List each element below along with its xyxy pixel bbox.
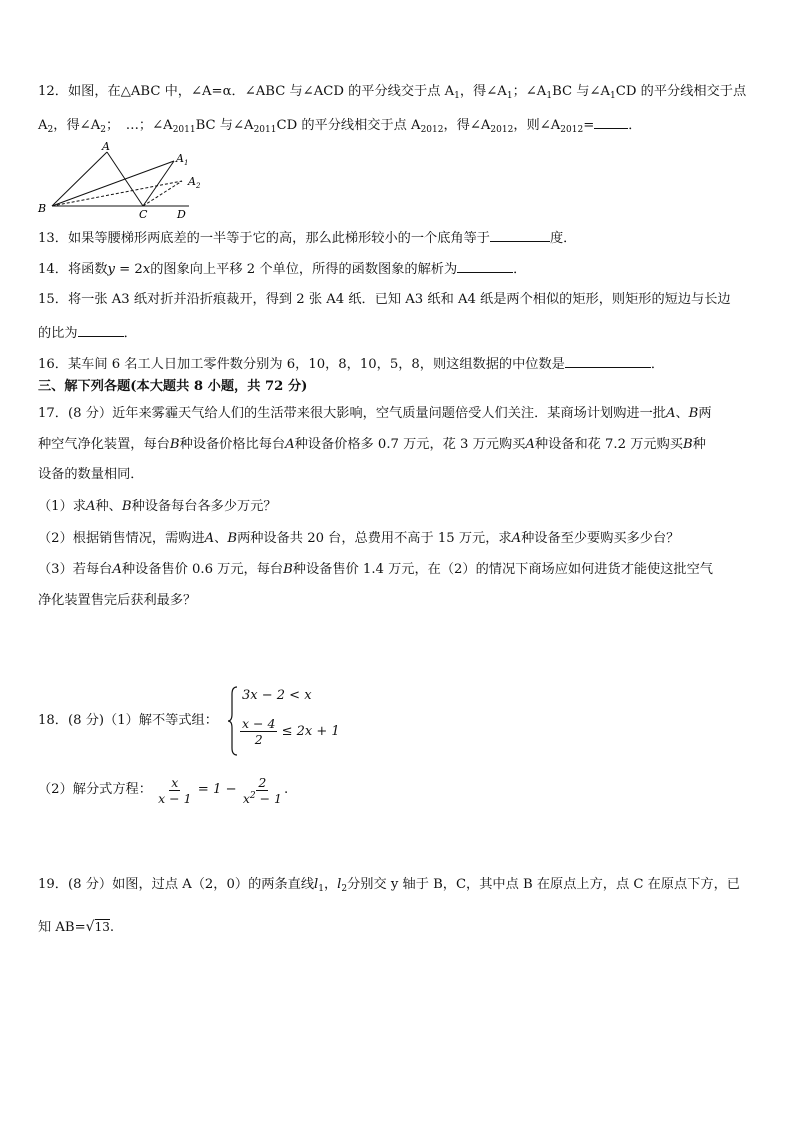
q13-line: 13．如果等腰梯形两底差的一半等于它的高，那么此梯形较小的一个底角等于 度． [38, 228, 576, 248]
segment-ba2 [52, 181, 182, 206]
q17-line2: 种空气净化装置，每台B种设备价格比每台A种设备价格多 0.7 万元，花 3 万元购买A种设备和花 7.2 万元购买B种 [38, 437, 706, 452]
sqrt-icon: √ [85, 919, 95, 935]
q17-line3: 设备的数量相同． [38, 467, 144, 482]
answer-blank[interactable] [594, 115, 628, 129]
answer-blank[interactable] [457, 259, 513, 273]
q12-line1: 12．如图，在△ABC 中，∠A=α．∠ABC 与∠ACD 的平分线交于点 $A_1$，得$\angle A_1$；$\angle A_1BC$ 与$\angle A_1CD$ 的平分线相交于点 [38, 84, 747, 101]
label-c: C [139, 208, 148, 221]
segment-ba [52, 152, 107, 206]
q12-line2: $A_2$，得$\angle A_2$； …；$\angle A_{2011}BC$ 与$\angle A_{2011}CD$ 的平分线相交于点 $A_{2012}$，得$\angle A_{2012}$，则$\angle A_{2012}=$ ． [38, 115, 641, 135]
answer-blank[interactable] [78, 323, 124, 337]
label-b: B [38, 202, 47, 215]
q15-line1: 15．将一张 A3 纸对折并沿折痕裁开，得到 2 张 A4 纸．已知 A3 纸和 A4 纸是两个相似的矩形，则矩形的短边与长边 [38, 292, 731, 307]
q17-part3: （3）若每台A种设备售价 0.6 万元，每台B种设备售价 1.4 万元，在（2）的情况下商场应如何进货才能使这批空气 [38, 562, 713, 577]
q17-part2: （2）根据销售情况，需购进A、B两种设备共 20 台，总费用不高于 15 万元，求A种设备至少要购买多少台？ [38, 531, 680, 546]
inequality-system [228, 686, 338, 756]
segment-ca1 [143, 161, 174, 206]
label-d: D [177, 208, 186, 221]
label-a: A [102, 140, 110, 153]
inequality-2: $\frac{x - 4}{2}$ ≤ 2x + 1 [242, 716, 340, 747]
q14-line: 14．将函数y = 2x的图象向上平移 2 个单位，所得的函数图象的解析为 ． [38, 259, 526, 279]
answer-blank[interactable] [565, 354, 651, 368]
section-heading: 三、解下列各题(本大题共 8 小题，共 72 分) [38, 379, 308, 394]
q19-line2: 知 AB=√13. [38, 919, 115, 935]
q19-line1: 19．(8 分）如图，过点 A（2，0）的两条直线$l_1$，$l_2$分别交 y 轴于 B，C，其中点 B 在原点上方，点 C 在原点下方，已 [38, 877, 740, 894]
q18-part1-label: 18．(8 分)（1）解不等式组： [38, 713, 218, 728]
inequality-1: 3x − 2 < x [242, 688, 312, 703]
label-a1: $A_1$ [176, 152, 189, 167]
label-a2: $A_2$ [188, 175, 201, 190]
q15-line2: 的比为 ． [38, 323, 137, 343]
q12-triangle-figure [36, 140, 216, 222]
segment-ba1 [52, 161, 174, 206]
q17-part1: （1）求A种、B种设备每台各多少万元？ [38, 499, 277, 514]
q17-line1: 17．(8 分）近年来雾霾天气给人们的生活带来很大影响，空气质量问题倍受人们关注．某商场计划购进一批A、B两 [38, 406, 712, 421]
fraction-2-over-x2-minus-1: $\frac{2}{x^2 - 1}$ [242, 774, 282, 806]
q16-line: 16．某车间 6 名工人日加工零件数分别为 6，10，8，10，5，8，则这组数据的中位数是 ． [38, 354, 664, 374]
answer-blank[interactable] [490, 228, 550, 242]
q17-part3-line2: 净化装置售完后获利最多？ [38, 593, 197, 608]
q18-part2: （2）解分式方程： $\frac{x}{x - 1}$ = 1 − $\frac{2}{x^2 - 1}$ . [38, 774, 289, 806]
brace-icon [228, 686, 238, 756]
fraction-x-over-x-minus-1: $\frac{x}{x - 1}$ [158, 774, 192, 806]
